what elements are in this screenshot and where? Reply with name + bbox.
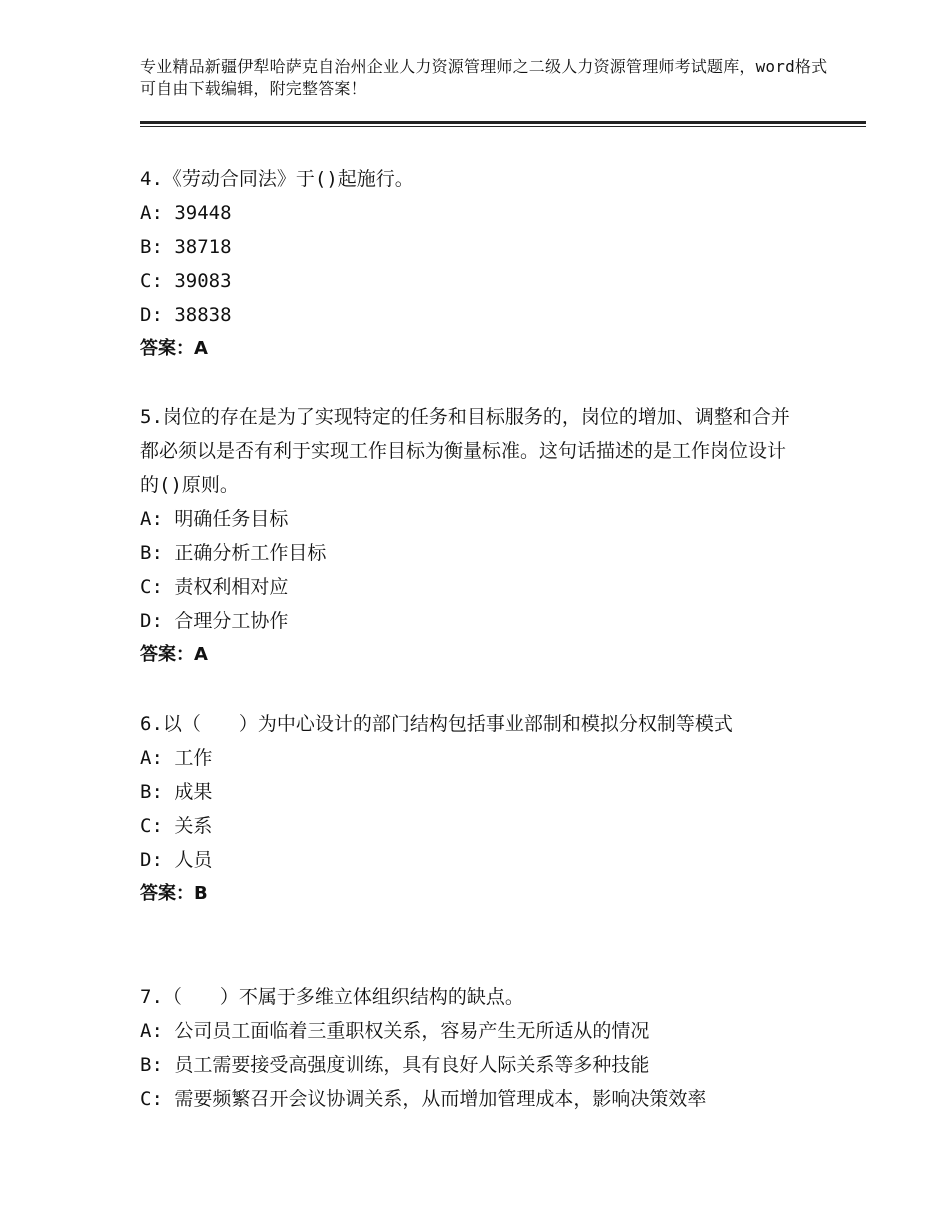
question-text: 4.《劳动合同法》于()起施行。 xyxy=(140,168,414,190)
option-c: C: 39083 xyxy=(140,270,232,292)
option-d: D: 人员 xyxy=(140,849,213,871)
option-c: C: 关系 xyxy=(140,815,213,837)
option-c: C: 责权利相对应 xyxy=(140,576,289,598)
option-a: A: 公司员工面临着三重职权关系，容易产生无所适从的情况 xyxy=(140,1020,650,1042)
header-divider-thick xyxy=(140,121,866,124)
option-d: D: 合理分工协作 xyxy=(140,610,289,632)
answer: 答案：A xyxy=(140,644,208,665)
option-a: A: 39448 xyxy=(140,202,232,224)
question-text: 7.（ ）不属于多维立体组织结构的缺点。 xyxy=(140,986,524,1008)
option-a: A: 工作 xyxy=(140,747,213,769)
question-4 xyxy=(140,162,800,366)
document-header: 专业精品新疆伊犁哈萨克自治州企业人力资源管理师之二级人力资源管理师考试题库，word格式可自由下载编辑，附完整答案！ xyxy=(140,57,828,98)
question-5 xyxy=(140,400,800,672)
option-b: B: 成果 xyxy=(140,781,213,803)
question-7 xyxy=(140,980,800,1116)
header-divider-thin xyxy=(140,126,866,127)
option-b: B: 员工需要接受高强度训练，具有良好人际关系等多种技能 xyxy=(140,1054,650,1076)
option-b: B: 38718 xyxy=(140,236,232,258)
option-c: C: 需要频繁召开会议协调关系，从而增加管理成本，影响决策效率 xyxy=(140,1088,707,1110)
question-text: 5.岗位的存在是为了实现特定的任务和目标服务的，岗位的增加、调整和合并都必须以是否有利于实现工作目标为衡量标准。这句话描述的是工作岗位设计的()原则。 xyxy=(140,406,790,496)
answer: 答案：B xyxy=(140,883,208,904)
option-b: B: 正确分析工作目标 xyxy=(140,542,327,564)
answer: 答案：A xyxy=(140,338,208,359)
option-d: D: 38838 xyxy=(140,304,232,326)
question-text: 6.以（ ）为中心设计的部门结构包括事业部制和模拟分权制等模式 xyxy=(140,713,733,735)
option-a: A: 明确任务目标 xyxy=(140,508,289,530)
question-6 xyxy=(140,707,800,911)
